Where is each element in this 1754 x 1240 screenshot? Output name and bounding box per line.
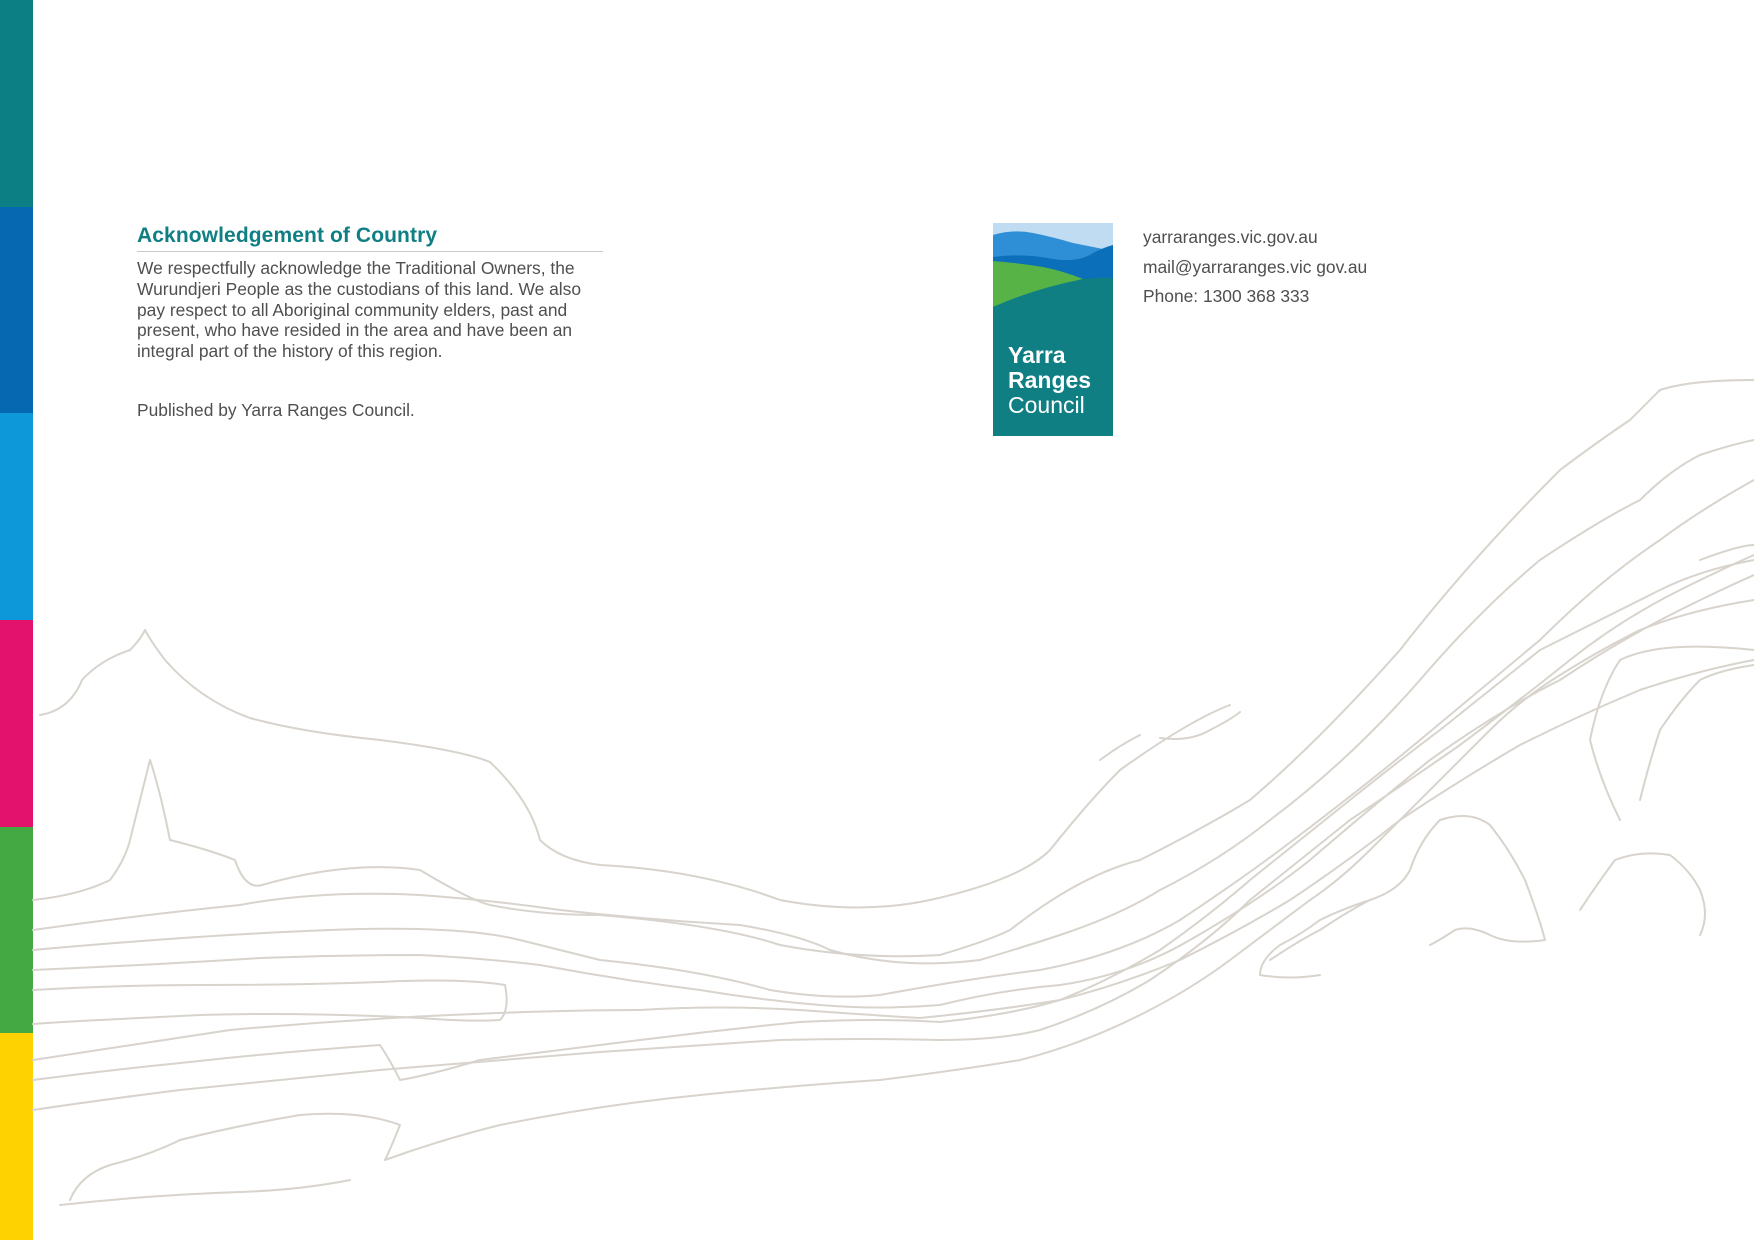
logo-line-yarra: Yarra: [1008, 342, 1066, 368]
contour-line: [1260, 816, 1545, 978]
website-link[interactable]: yarraranges.vic.gov.au: [1143, 227, 1318, 247]
contour-line: [40, 630, 1230, 908]
acknowledgement-title: Acknowledgement of Country: [137, 224, 603, 252]
contact-details: [1143, 223, 1367, 312]
logo-line-ranges: Ranges: [1008, 367, 1092, 393]
logo-line-council: Council: [1008, 392, 1085, 418]
contour-line: [60, 1180, 350, 1205]
council-logo: [993, 223, 1113, 436]
contour-line: [1580, 545, 1754, 935]
mountain-landscape-icon: [993, 223, 1113, 313]
email-link[interactable]: mail@yarraranges.vic gov.au: [1143, 256, 1368, 277]
phone-number: Phone: 1300 368 333: [1143, 286, 1310, 306]
acknowledgement-body: We respectfully acknowledge the Traditional Owners, the Wurundjeri People as the custodians of this land. We also pay respect to all Aboriginal community elders, past and present, who have resided in the area and have been an integral part of the history of this region.: [137, 258, 582, 362]
contour-line: [1590, 647, 1754, 820]
contour-line: [33, 380, 1754, 956]
publisher-line: Published by Yarra Ranges Council.: [137, 400, 415, 420]
contour-line: [33, 560, 1754, 1080]
acknowledgement-section: [137, 224, 603, 362]
contour-line: [70, 600, 1754, 1200]
contour-line: [33, 440, 1754, 963]
contour-line: [33, 575, 1754, 1008]
contour-line: [33, 660, 1754, 1060]
contour-line: [33, 981, 507, 1024]
contour-line: [33, 480, 1754, 997]
logo-wordmark: [1008, 343, 1091, 418]
